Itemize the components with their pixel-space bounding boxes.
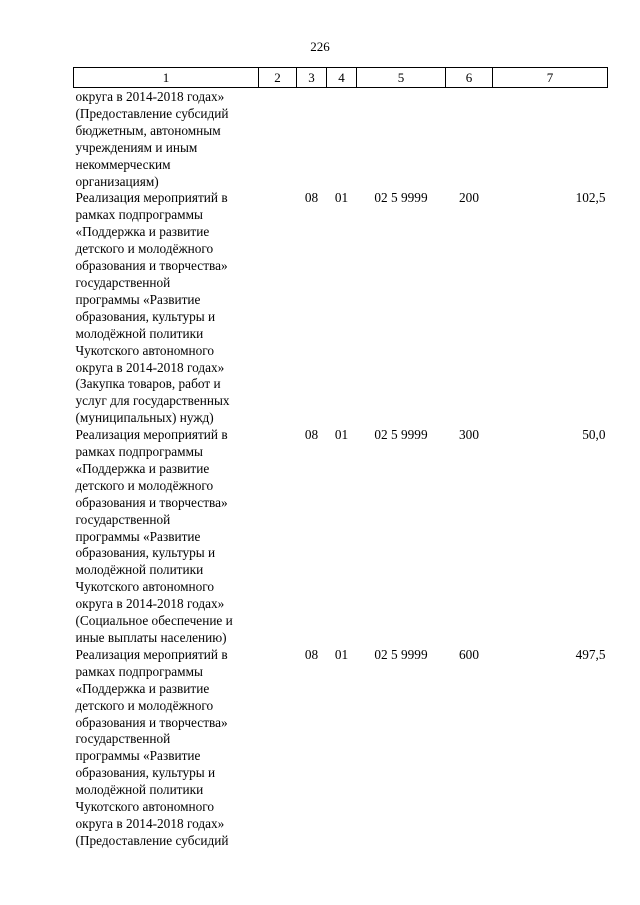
row-col2 xyxy=(259,190,297,427)
table-row xyxy=(74,88,608,191)
column-header: 7 xyxy=(493,68,608,88)
row-section xyxy=(297,88,327,191)
row-col2 xyxy=(259,647,297,850)
row-section: 08 xyxy=(304,427,319,443)
row-target-article: 02 5 9999 xyxy=(374,190,428,206)
column-header: 4 xyxy=(327,68,357,88)
row-col2 xyxy=(259,88,297,191)
table-row xyxy=(74,427,608,647)
table-header-row xyxy=(74,68,608,88)
row-expense-type: 300 xyxy=(459,427,479,443)
table-row xyxy=(74,647,608,850)
budget-table xyxy=(73,67,608,850)
row-subsection xyxy=(327,88,357,191)
row-description: Реализация мероприятий в рамках подпрограммы «Поддержка и развитие детского и молодёжного образования и творчества» государственной программы «Развитие образования, культуры и молодёжной политики Чукотского автономного округа в 2014-2018 годах» (Предоставление субсидий xyxy=(75,646,229,848)
row-target-article: 02 5 9999 xyxy=(374,646,428,662)
row-expense-type: 600 xyxy=(459,646,479,662)
row-description: округа в 2014-2018 годах» (Предоставление субсидий бюджетным, автономным учреждениям и иным некоммерческим организациям) xyxy=(75,89,229,189)
page-number: 226 xyxy=(310,39,330,54)
row-amount: 50,0 xyxy=(582,427,606,443)
row-amount: 497,5 xyxy=(575,646,606,662)
row-expense-type: 200 xyxy=(459,190,479,206)
row-section: 08 xyxy=(304,646,319,662)
row-subsection: 01 xyxy=(334,190,349,206)
row-col2 xyxy=(259,427,297,647)
column-header: 5 xyxy=(357,68,446,88)
row-target-article xyxy=(357,88,446,191)
row-target-article: 02 5 9999 xyxy=(374,427,428,443)
row-amount: 102,5 xyxy=(575,190,606,206)
column-header: 3 xyxy=(297,68,327,88)
column-header: 6 xyxy=(446,68,493,88)
column-header: 1 xyxy=(74,68,259,88)
column-header: 2 xyxy=(259,68,297,88)
row-amount xyxy=(493,88,608,191)
row-subsection: 01 xyxy=(334,427,349,443)
row-description: Реализация мероприятий в рамках подпрограммы «Поддержка и развитие детского и молодёжного образования и творчества» государственной программы «Развитие образования, культуры и молодёжной политики Чукотского автономного округа в 2014-2018 годах» (Социальное обеспечение и иные выплаты населению) xyxy=(75,427,233,645)
table-row xyxy=(74,190,608,427)
row-expense-type xyxy=(446,88,493,191)
row-subsection: 01 xyxy=(334,646,349,662)
row-section: 08 xyxy=(304,190,319,206)
row-description: Реализация мероприятий в рамках подпрограммы «Поддержка и развитие детского и молодёжного образования и творчества» государственной программы «Развитие образования, культуры и молодёжной политики Чукотского автономного округа в 2014-2018 годах» (Закупка товаров, работ и услуг для государственных (муниципальных) нужд) xyxy=(75,190,230,426)
